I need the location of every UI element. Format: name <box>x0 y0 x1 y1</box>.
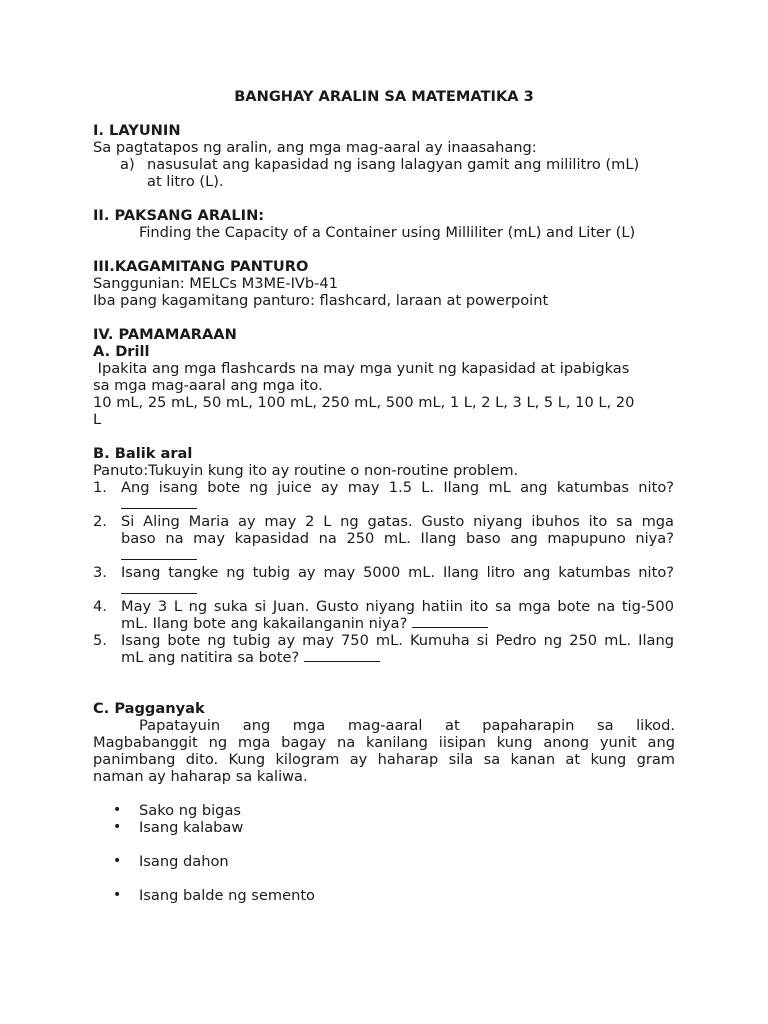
bullet-dot: • <box>113 887 122 903</box>
objective-marker: a) <box>120 156 135 173</box>
subheading-drill: A. Drill <box>93 343 150 360</box>
review-item-3-line1: Isang tangke ng tubig ay may 5000 mL. Ilang litro ang katumbas nito? <box>121 564 674 581</box>
section-heading-paksang-aralin: II. PAKSANG ARALIN: <box>93 207 265 224</box>
review-item-number: 4. <box>93 598 107 615</box>
motivation-para-line2: Magbabanggit ng mga bagay na kanilang iisipan kung anong yunit ang <box>93 734 675 751</box>
motivation-para-line3: panimbang dito. Kung kilogram ay haharap sila sa kanan at kung gram <box>93 751 675 768</box>
review-item-number: 5. <box>93 632 107 649</box>
review-item-3-answer-line <box>121 581 674 598</box>
review-item-2-line2: baso na may kapasidad na 250 mL. Ilang baso ang mapupuno niya? <box>121 530 674 547</box>
drill-units-line2: L <box>93 411 102 428</box>
topic-text: Finding the Capacity of a Container using Milliliter (mL) and Liter (L) <box>139 224 636 241</box>
bullet-item: Isang balde ng semento <box>139 887 315 904</box>
answer-blank <box>121 496 197 509</box>
review-item-4-line1: May 3 L ng suka si Juan. Gusto niyang hatiin ito sa mga bote na tig-500 <box>121 598 674 615</box>
objective-line2: at litro (L). <box>147 173 224 190</box>
answer-blank <box>412 615 488 628</box>
review-item-4-line2: mL. Ilang bote ang kakailanganin niya? <box>121 615 408 632</box>
review-item-number: 2. <box>93 513 107 530</box>
bullet-item: Isang dahon <box>139 853 229 870</box>
reference-text: Sanggunian: MELCs M3ME-IVb-41 <box>93 275 339 292</box>
review-item-number: 3. <box>93 564 107 581</box>
review-item-number: 1. <box>93 479 107 496</box>
answer-blank <box>304 649 380 662</box>
review-item-5-line2-wrap <box>121 649 674 666</box>
section-heading-pamamaraan: IV. PAMAMARAAN <box>93 326 237 343</box>
drill-text-line1: Ipakita ang mga flashcards na may mga yunit ng kapasidad at ipabigkas <box>93 360 630 377</box>
review-item-2-line1: Si Aling Maria ay may 2 L ng gatas. Gusto niyang ibuhos ito sa mga <box>121 513 674 530</box>
bullet-item: Isang kalabaw <box>139 819 244 836</box>
subheading-balik-aral: B. Balik aral <box>93 445 193 462</box>
drill-text-line2: sa mga mag-aaral ang mga ito. <box>93 377 323 394</box>
answer-blank <box>121 581 197 594</box>
bullet-dot: • <box>113 819 122 835</box>
section-heading-layunin: I. LAYUNIN <box>93 122 181 139</box>
bullet-dot: • <box>113 802 122 818</box>
review-item-1-answer-line <box>121 496 674 513</box>
bullet-item: Sako ng bigas <box>139 802 241 819</box>
review-item-1-line1: Ang isang bote ng juice ay may 1.5 L. Ilang mL ang katumbas nito? <box>121 479 674 496</box>
document-title: BANGHAY ARALIN SA MATEMATIKA 3 <box>234 88 534 105</box>
review-item-2-answer-line <box>121 547 674 564</box>
review-item-5-line1: Isang bote ng tubig ay may 750 mL. Kumuha si Pedro ng 250 mL. Ilang <box>121 632 674 649</box>
answer-blank <box>121 547 197 560</box>
review-item-5-line2: mL ang natitira sa bote? <box>121 649 300 666</box>
materials-text: Iba pang kagamitang panturo: flashcard, laraan at powerpoint <box>93 292 549 309</box>
review-item-4-line2-wrap <box>121 615 674 632</box>
objectives-intro: Sa pagtatapos ng aralin, ang mga mag-aaral ay inaasahang: <box>93 139 537 156</box>
objective-line1: nasusulat ang kapasidad ng isang lalagyan gamit ang mililitro (mL) <box>147 156 640 173</box>
motivation-para-line4: naman ay haharap sa kaliwa. <box>93 768 308 785</box>
motivation-para-line1: Papatayuin ang mga mag-aaral at papaharapin sa likod. <box>139 717 675 734</box>
bullet-dot: • <box>113 853 122 869</box>
subheading-pagganyak: C. Pagganyak <box>93 700 205 717</box>
section-heading-kagamitang-panturo: III.KAGAMITANG PANTURO <box>93 258 309 275</box>
review-instruction: Panuto:Tukuyin kung ito ay routine o non-routine problem. <box>93 462 519 479</box>
drill-units-line1: 10 mL, 25 mL, 50 mL, 100 mL, 250 mL, 500 mL, 1 L, 2 L, 3 L, 5 L, 10 L, 20 <box>93 394 635 411</box>
